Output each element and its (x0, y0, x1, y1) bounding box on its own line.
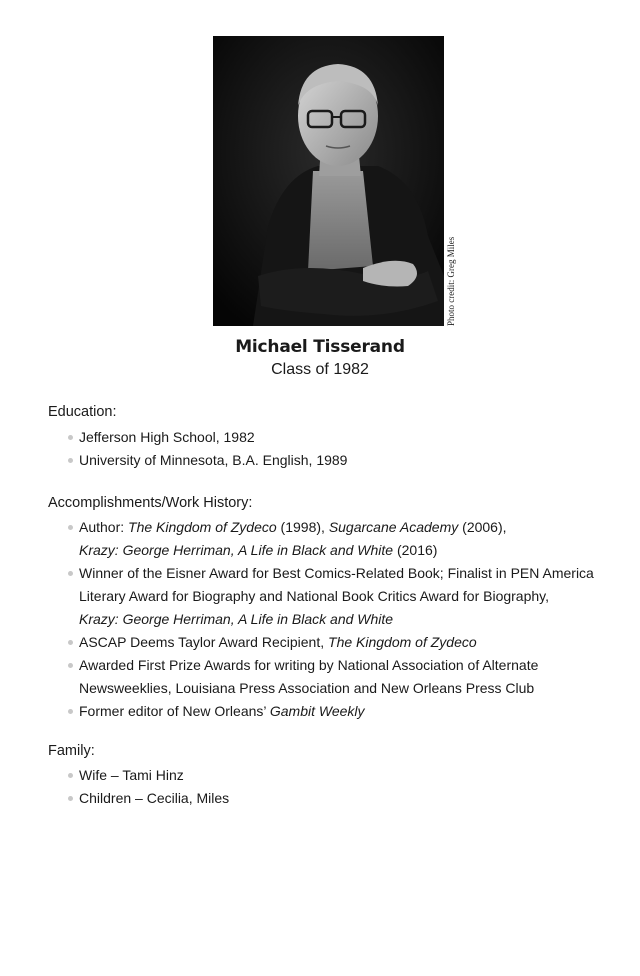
photo-credit: Photo credit: Greg Miles (446, 236, 456, 326)
publication-title: Gambit Weekly (269, 703, 365, 719)
book-title: Sugarcane Academy (328, 519, 459, 535)
family-list (66, 764, 626, 810)
list-item: Awarded First Prize Awards for writing by National Association of Alternate Newsweeklies, Louisiana Press Association and New Orleans Press Club (66, 654, 626, 700)
portrait-image (213, 36, 444, 326)
family-heading: Family: (48, 743, 95, 759)
book-title: The Kingdom of Zydeco (328, 634, 477, 650)
list-item: University of Minnesota, B.A. English, 1989 (66, 449, 626, 472)
list-item: Children – Cecilia, Miles (66, 787, 626, 810)
person-name: Michael Tisserand (235, 337, 405, 357)
list-item: Jefferson High School, 1982 (66, 426, 626, 449)
accomplishments-list (66, 516, 626, 723)
portrait-photo (213, 36, 444, 326)
list-item: Author: The Kingdom of Zydeco (1998), Sugarcane Academy (2006), Krazy: George Herriman, A Life in Black and White (2016) (66, 516, 626, 562)
education-list (66, 426, 626, 472)
list-item: ASCAP Deems Taylor Award Recipient, The Kingdom of Zydeco (66, 631, 626, 654)
list-item: Wife – Tami Hinz (66, 764, 626, 787)
book-title: Krazy: George Herriman, A Life in Black and White (79, 542, 394, 558)
list-item: Former editor of New Orleans’ Gambit Weekly (66, 700, 626, 723)
book-title: Krazy: George Herriman, A Life in Black and White (79, 611, 394, 627)
education-heading: Education: (48, 404, 117, 420)
class-year: Class of 1982 (271, 361, 369, 378)
list-item: Winner of the Eisner Award for Best Comics-Related Book; Finalist in PEN America Literary Award for Biography and National Book Critics Award for Biography, Krazy: George Herriman, A Life in Black and White (66, 562, 626, 631)
book-title: The Kingdom of Zydeco (128, 519, 277, 535)
accomplishments-heading: Accomplishments/Work History: (48, 495, 253, 511)
